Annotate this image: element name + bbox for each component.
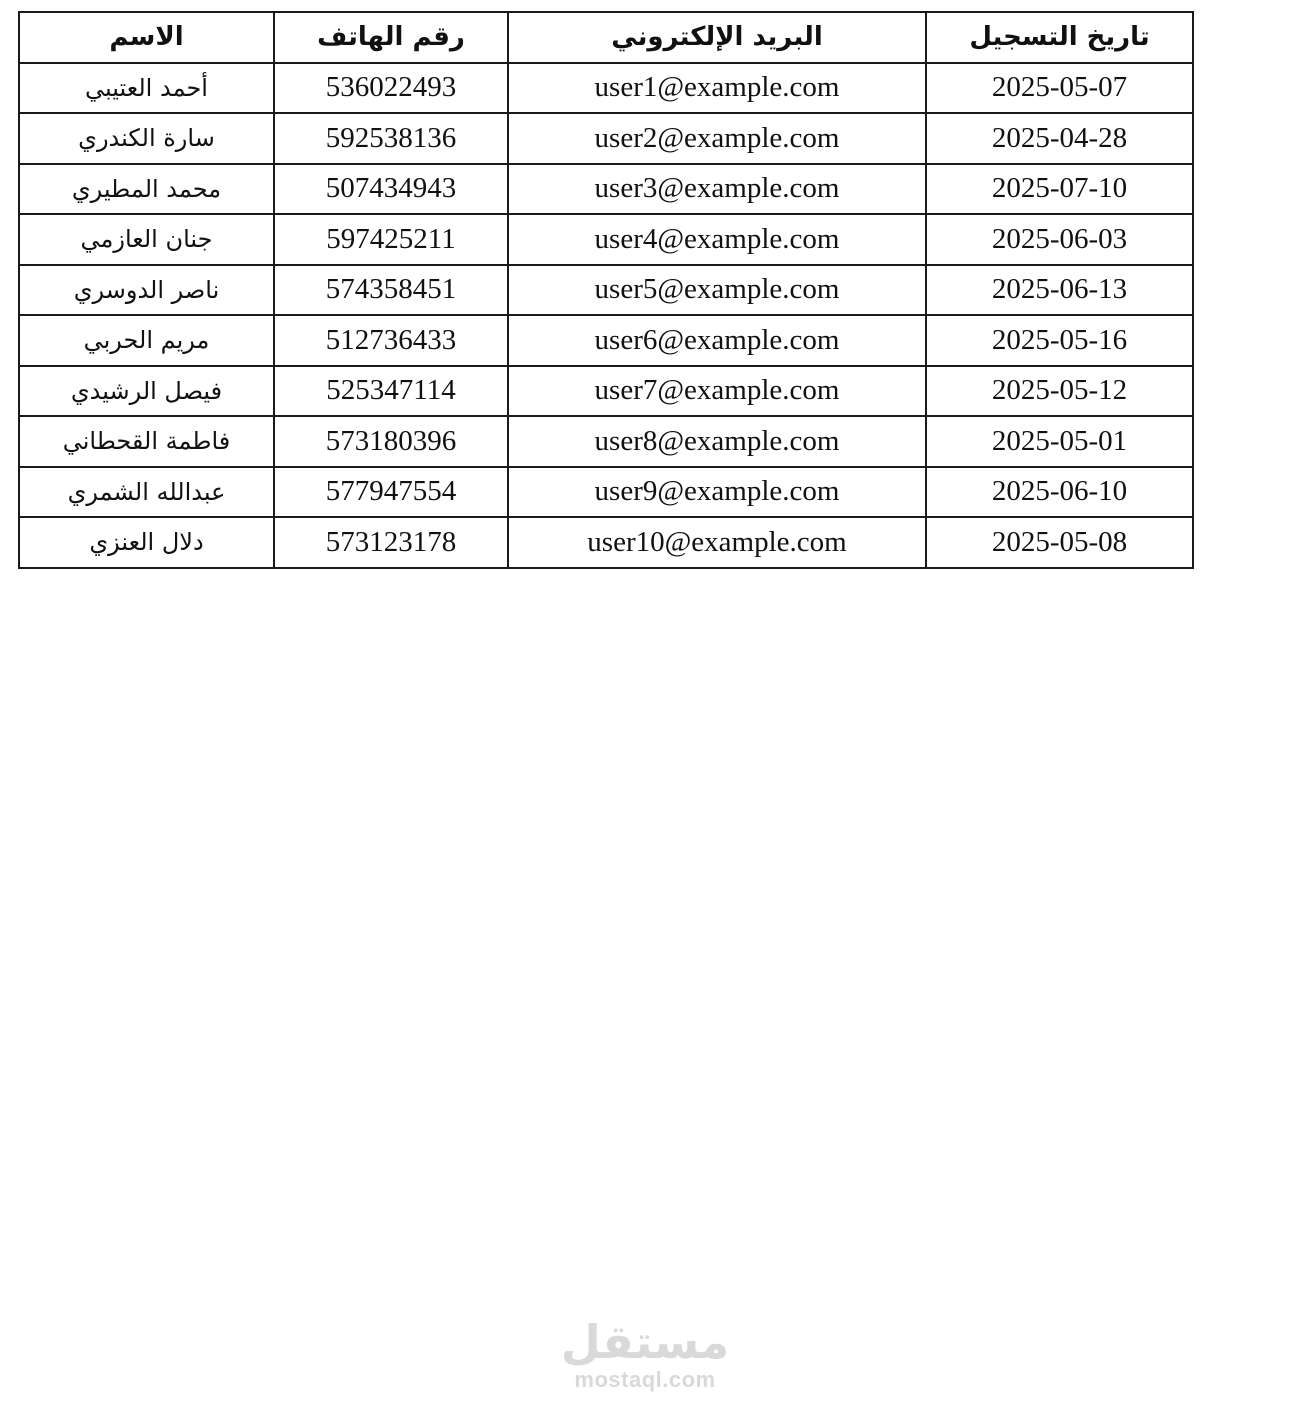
cell-date: 2025-06-03 [926,214,1193,265]
cell-date: 2025-05-07 [926,63,1193,114]
cell-email: user7@example.com [508,366,926,417]
cell-phone: 597425211 [274,214,508,265]
cell-email: user4@example.com [508,214,926,265]
cell-date: 2025-07-10 [926,164,1193,215]
header-row [19,12,1193,63]
cell-email: user3@example.com [508,164,926,215]
header-date: تاريخ التسجيل [926,12,1193,63]
table-row [19,63,1193,114]
cell-phone: 573123178 [274,517,508,568]
cell-name: أحمد العتيبي [19,63,274,114]
table-row [19,315,1193,366]
cell-email: user1@example.com [508,63,926,114]
cell-phone: 573180396 [274,416,508,467]
table-row [19,366,1193,417]
cell-date: 2025-05-01 [926,416,1193,467]
header-name: الاسم [19,12,274,63]
cell-name: جنان العازمي [19,214,274,265]
cell-phone: 536022493 [274,63,508,114]
cell-name: دلال العنزي [19,517,274,568]
cell-email: user6@example.com [508,315,926,366]
table-row [19,467,1193,518]
cell-phone: 512736433 [274,315,508,366]
table-row [19,517,1193,568]
cell-date: 2025-04-28 [926,113,1193,164]
table-row [19,164,1193,215]
cell-phone: 577947554 [274,467,508,518]
watermark [0,1316,1290,1392]
cell-email: user10@example.com [508,517,926,568]
cell-name: عبدالله الشمري [19,467,274,518]
cell-name: سارة الكندري [19,113,274,164]
cell-phone: 592538136 [274,113,508,164]
cell-email: user5@example.com [508,265,926,316]
cell-name: فاطمة القحطاني [19,416,274,467]
cell-phone: 574358451 [274,265,508,316]
cell-name: ناصر الدوسري [19,265,274,316]
cell-date: 2025-06-13 [926,265,1193,316]
cell-email: user2@example.com [508,113,926,164]
header-email: البريد الإلكتروني [508,12,926,63]
table-row [19,416,1193,467]
cell-name: فيصل الرشيدي [19,366,274,417]
watermark-logo: مستقل [560,1315,730,1369]
cell-date: 2025-05-16 [926,315,1193,366]
cell-date: 2025-05-08 [926,517,1193,568]
cell-email: user9@example.com [508,467,926,518]
document-sheet [18,11,1192,569]
cell-name: مريم الحربي [19,315,274,366]
cell-email: user8@example.com [508,416,926,467]
cell-phone: 525347114 [274,366,508,417]
cell-date: 2025-05-12 [926,366,1193,417]
cell-date: 2025-06-10 [926,467,1193,518]
cell-phone: 507434943 [274,164,508,215]
table-row [19,265,1193,316]
header-phone: رقم الهاتف [274,12,508,63]
watermark-url: mostaql.com [574,1367,716,1392]
table-row [19,214,1193,265]
table-row [19,113,1193,164]
users-table [18,11,1194,569]
cell-name: محمد المطيري [19,164,274,215]
